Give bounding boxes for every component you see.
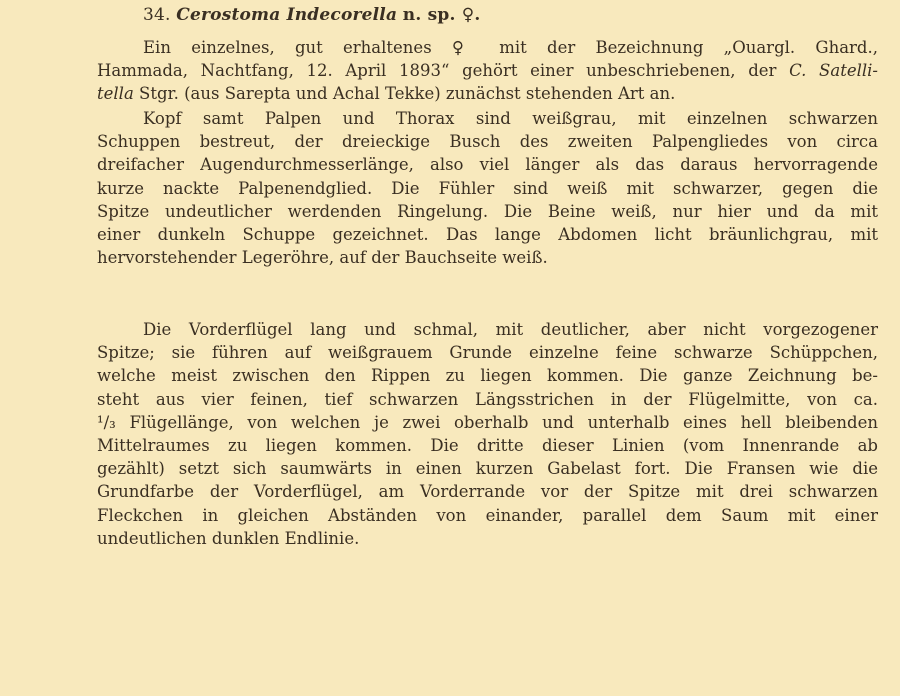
text-line: Schuppen bestreut, der dreieckige Busch des zweiten Palpengliedes von circa <box>97 132 878 152</box>
text-line: tella Stgr. (aus Sarepta und Achal Tekke) zunächst stehenden Art an. <box>97 84 676 104</box>
paragraph-forewing-description <box>97 318 878 550</box>
text-line: kurze nackte Palpenendglied. Die Fühler sind weiß mit schwarzer, gegen die <box>97 178 878 198</box>
text-line: Die Vorderflügel lang und schmal, mit deutlicher, aber nicht vorgezogener <box>143 320 878 339</box>
species-name: Cerostoma Indecorella <box>176 5 398 25</box>
text-line: Mittelraumes zu liegen kommen. Die dritte dieser Linien (vom Innenrande ab <box>97 436 878 456</box>
text-line: Hammada, Nachtfang, 12. April 1893“ gehört einer unbeschriebenen, der C. Satelli- <box>97 61 878 81</box>
text-line: welche meist zwischen den Rippen zu liegen kommen. Die ganze Zeichnung be- <box>97 366 878 386</box>
text-line: Spitze; sie führen auf weißgrauem Grunde einzelne feine schwarze Schüppchen, <box>97 343 878 363</box>
text-line: steht aus vier feinen, tief schwarzen Längsstrichen in der Flügelmitte, von ca. <box>97 389 878 409</box>
species-heading <box>143 4 863 26</box>
text-line: einer dunkeln Schuppe gezeichnet. Das lange Abdomen licht bräunlichgrau, mit <box>97 225 878 245</box>
paragraph-body-description <box>97 107 878 269</box>
text-line: Grundfarbe der Vorderflügel, am Vorderrande vor der Spitze mit drei schwarzen <box>97 482 878 502</box>
species-status: n. sp. ♀. <box>402 5 481 25</box>
text-line: Ein einzelnes, gut erhaltenes ♀ mit der Bezeichnung „Ouargl. Ghard., <box>143 38 878 57</box>
text-line: hervorstehender Legeröhre, auf der Bauchseite weiß. <box>97 248 548 268</box>
text-line: Fleckchen in gleichen Abständen von einander, parallel dem Saum mit einer <box>97 505 878 525</box>
text-line: dreifacher Augendurchmesserlänge, also viel länger als das daraus hervorragende <box>97 155 878 175</box>
text-line: gezählt) setzt sich saumwärts in einen kurzen Gabelast fort. Die Fransen wie die <box>97 459 878 479</box>
text-line: Spitze undeutlicher werdenden Ringelung. Die Beine weiß, nur hier und da mit <box>97 201 878 221</box>
text-line: undeutlichen dunklen Endlinie. <box>97 528 360 548</box>
entry-number: 34. <box>143 5 171 25</box>
text-line: Kopf samt Palpen und Thorax sind weißgrau, mit einzelnen schwarzen <box>143 109 878 128</box>
paragraph-specimen <box>97 36 878 106</box>
text-line: ¹/₃ Flügellänge, von welchen je zwei oberhalb und unterhalb eines hell bleibenden <box>97 412 878 432</box>
